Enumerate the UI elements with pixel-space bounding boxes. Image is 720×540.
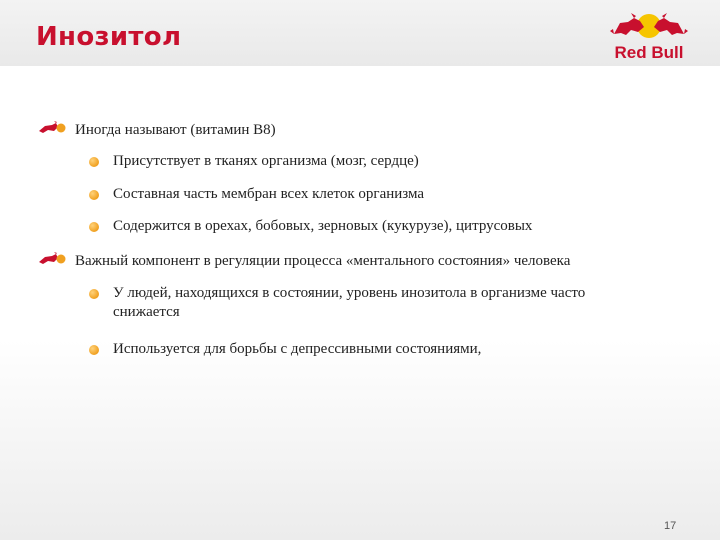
bull-bullet-icon <box>37 120 67 136</box>
sub-bullet-item: Содержится в орехах, бобовых, зерновых (кукурузе), цитрусовых <box>113 218 533 234</box>
slide-title: Инозитол <box>36 22 182 52</box>
orange-dot-icon <box>89 289 99 299</box>
sub-bullet-item: Присутствует в тканях организма (мозг, сердце) <box>113 153 419 169</box>
bullet-item-2: Важный компонент в регуляции процесса «ментального состояния» человека <box>75 253 571 269</box>
sub-bullet-item: Составная часть мембран всех клеток организма <box>113 186 425 202</box>
bull-bullet-icon <box>37 251 67 267</box>
page-number: 17 <box>664 520 677 532</box>
orange-dot-icon <box>89 190 99 200</box>
orange-dot-icon <box>89 157 99 167</box>
sub-bullet-item: Используется для борьбы с депрессивными состояниями, <box>113 341 482 357</box>
sub-bullet-item: У людей, находящихся в состоянии, уровень инозитола в организме часто снижается <box>113 285 586 320</box>
orange-dot-icon <box>89 222 99 232</box>
bullet-item-1: Иногда называют (витамин В8) <box>75 122 276 138</box>
logo-wordmark: Red Bull <box>614 43 684 62</box>
orange-dot-icon <box>89 345 99 355</box>
